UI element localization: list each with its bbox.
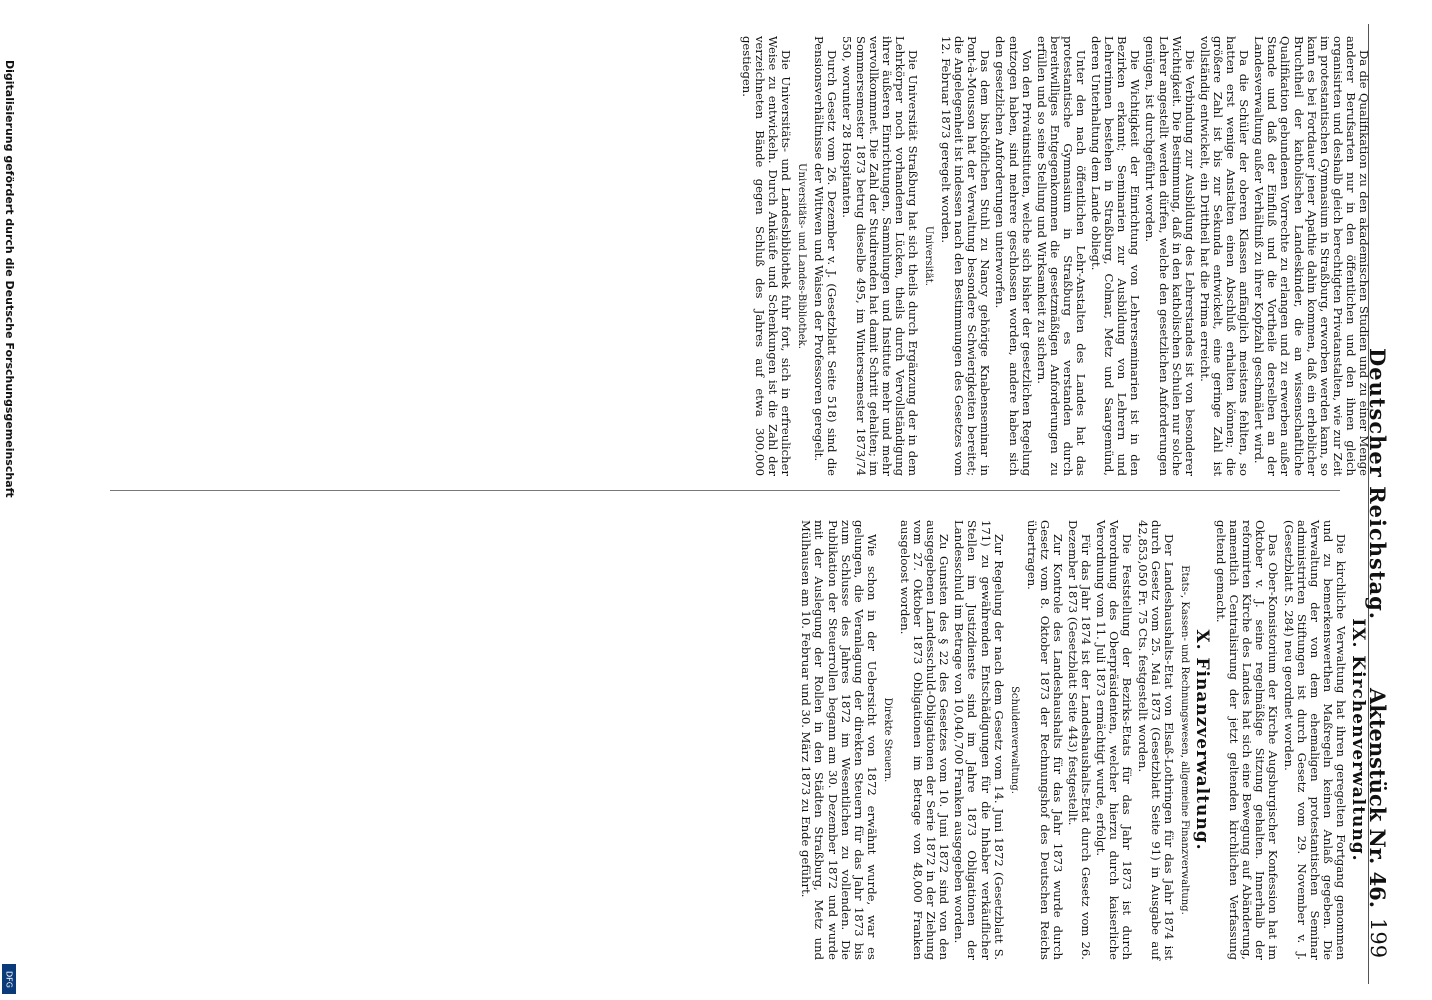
digitization-credit: Digitalisierung gefördert durch die Deutsche Forschungsgemeinschaft — [3, 60, 16, 498]
section-heading-x: X. Finanzverwaltung. — [1191, 629, 1212, 851]
paragraph: Für das Jahr 1874 ist der Landeshaushalts-Etat durch Gesetz vom 26. Dezember 1873 (Gesetzblatt Seite 443) festgestellt. — [1066, 520, 1094, 960]
header-doc-ref: Aktenstück Nr. 46. — [1365, 688, 1390, 909]
paragraph: Unter den nach öffentlichen Lehr-Anstalten des Landes hat das protestantische Gymnasium in Straßburg es verstanden durch bereitwilliges Entgegenkommen die gesetzmäßigen Anforderungen zu erfüllen und so seine Stellung und Wirksamkeit zu sichern. — [1034, 36, 1089, 476]
paragraph: Die Universität Straßburg hat sich theils durch Ergänzung der in dem Lehrkörper noch vorhandenen Lücken, theils durch Vervollständigung ihrer äußeren Einrichtungen, Sammlungen und Institute mehr und mehr vervollkommnet. Die Zahl der Studirenden hat damit Schritt gehalten; im Sommersemester 1873 betrug dieselbe 495, im Wintersemester 1873/74 550, worunter 28 Hospitanten. — [840, 36, 920, 476]
section-heading-ix: IX. Kirchenverwaltung. — [1348, 618, 1368, 862]
paragraph: Die Verbindung zur Ausbildung des Lehrerstandes ist von besonderer Wichtigkeit. Die Bestimmung, daß in den katholischen Schulen nur solche Lehrer angestellt werden dürfen, welche den gesetzlichen Anforderungen genügen, ist durchgeführt worden. — [1143, 36, 1197, 476]
paragraph: Da die Schüler der oberen Klassen anfänglich meistens fehlten, so hatten erst wenige Anstalten einen Abschluß erhalten können; die größere Zahl ist bis zur Sekunda entwickelt, eine geringe Zahl ist vollständig entwickelt, ein Drittheil hat die Prima erreicht. — [1197, 36, 1252, 476]
paragraph: Das dem bischöflichen Stuhl zu Nancy gehörige Knabenseminar in Pont-à-Mousson hat der Verwaltung besondere Schwierigkeiten bereitet; die Angelegenheit ist indessen nach den Bestimmungen des Gesetzes vom 12. Februar 1873 geregelt worden. — [939, 36, 993, 476]
dfg-logo-icon: DFG — [2, 964, 16, 994]
paragraph: Die kirchliche Verwaltung hat ihren geregelten Fortgang genommen und zu bemerkenswerthen Maßregeln keinen Anlaß gegeben. Die Verwaltung der von dem ehemaligen protestantischen Seminar administrirten Stiftungen ist durch Gesetz vom 29. November v. J. (Gesetzblatt S. 284) neu geordnet worden. — [1281, 520, 1348, 960]
paragraph: Wie schon in der Uebersicht von 1872 erwähnt wurde, war es gelungen, die Veranlagung der direkten Steuern für das Jahr 1873 bis zum Schlusse des Jahres 1872 im Wesentlichen zu vollenden. Die Publikation der Steuerrollen begann am 30. Dezember 1872 und wurde mit der Auslegung der Rollen in den Städten Straßburg, Metz und Mülhausen am 10. Februar und 30. März 1873 zu Ende geführt. — [799, 520, 879, 960]
page-number: 199 — [1366, 918, 1390, 959]
paragraph: Zu Gunsten des § 22 des Gesetzes vom 10. Juni 1872 sind von den ausgegebenen Landesschuld-Obligationen der Serie 1872 in der Ziehung vom 27. Oktober 1873 Obligationen im Betrage von 48,000 Franken ausgeloost worden. — [898, 520, 952, 960]
subheading-bibliothek: Universitäts- und Landes-Bibliothek. — [796, 163, 808, 349]
column-right — [799, 520, 1370, 960]
paragraph: Der Landeshaushalts-Etat von Elsaß-Lothringen für das Jahr 1874 ist durch Gesetz vom 25. Mai 1873 (Gesetzblatt Seite 91) in Ausgabe auf 42,853,050 Fr. 75 Cts. festgestellt worden. — [1135, 520, 1176, 960]
paragraph: Durch Gesetz vom 26. Dezember v. J. (Gesetzblatt Seite 518) sind die Pensionsverhältnisse der Wittwen und Waisen der Professoren geregelt. — [812, 36, 840, 476]
subheading-steuern: Direkte Steuern. — [881, 697, 893, 783]
subheading-etats: Etats-, Kassen- und Rechnungswesen, allgemeine Finanzverwaltung. — [1178, 565, 1190, 915]
subheading-universitaet: Universität. — [923, 226, 934, 286]
paragraph: Die Wichtigkeit der Einrichtung von Lehrerseminarien ist in den Bezirken erkannt; Seminarien zur Ausbildung von Lehrern und Lehrerinnen bestehen in Straßburg, Colmar, Metz und Saargemünd, deren Unterhaltung dem Lande obliegt. — [1089, 36, 1143, 476]
paragraph: Die Universitäts- und Landesbibliothek fuhr fort, sich in erfreulicher Weise zu entwickeln. Durch Ankäufe und Schenkungen ist die Zahl der verzeichneten Bände gegen Schluß des Jahres auf etwa 300,000 gestiegen. — [739, 36, 794, 476]
paragraph: Zur Kontrole des Landeshaushalts für das Jahr 1873 wurde durch Gesetz vom 8. Oktober 1873 der Rechnungshof des Deutschen Reichs übertragen. — [1024, 520, 1066, 960]
paragraph: Da die Qualifikation zu den akademischen Studien und zu einer Menge anderer Berufsarten nur in den öffentlichen und den ihnen gleich organisirten und deshalb gleich berechtigten Privatanstalten, wie zur Zeit im protestantischen Gymnasium in Straßburg, erworben werden kann, so kann es bei Fortdauer jener Apathie dahin kommen, daß ein erheblicher Bruchtheil der katholischen Landeskinder, die an wissenschaftliche Qualifikation gebundenen Vorrechte zu erlangen und zu erwerben außer Stande und daß der Einfluß und die Vortheile derselben an der Landesverwaltung außer Verhältniß zu ihrer Kopfzahl geschmälert wird. — [1252, 36, 1371, 476]
column-left — [739, 36, 1371, 476]
header-title: Deutscher Reichstag. — [1365, 348, 1390, 621]
column-divider — [110, 490, 1340, 491]
paragraph: Zur Regelung der nach dem Gesetz vom 14. Juni 1872 (Gesetzblatt S. 171) zu gewährenden Entschädigungen für die Inhaber verkäuflicher Stellen im Justizdienste sind im Jahre 1873 Obligationen der Landesschuld im Betrage von 10,040,700 Franken ausgegeben worden. — [952, 520, 1006, 960]
paragraph: Von den Privatinstituten, welche sich bisher der gesetzlichen Regelung entzogen haben, sind mehrere geschlossen worden, andere haben sich den gesetzlichen Anforderungen unterworfen. — [993, 36, 1034, 476]
subheading-schulden: Schuldenverwaltung. — [1008, 686, 1020, 794]
paragraph: Die Feststellung der Bezirks-Etats für das Jahr 1873 ist durch Verordnung des Oberpräsidenten, welcher hierzu durch kaiserliche Verordnung vom 11. Juli 1873 ermächtigt wurde, erfolgt. — [1094, 520, 1135, 960]
paragraph: Das Ober-Konsistorium der Kirche Augsburgischer Konfession hat im Oktober v. J. seine regelmäßige Sitzung gehalten. Innerhalb der reformirten Kirche des Landes hat sich eine Bewegung auf Abänderung, namentlich Centralisirung der jetzt geltenden kirchlichen Verfassung geltend gemacht. — [1214, 520, 1281, 960]
